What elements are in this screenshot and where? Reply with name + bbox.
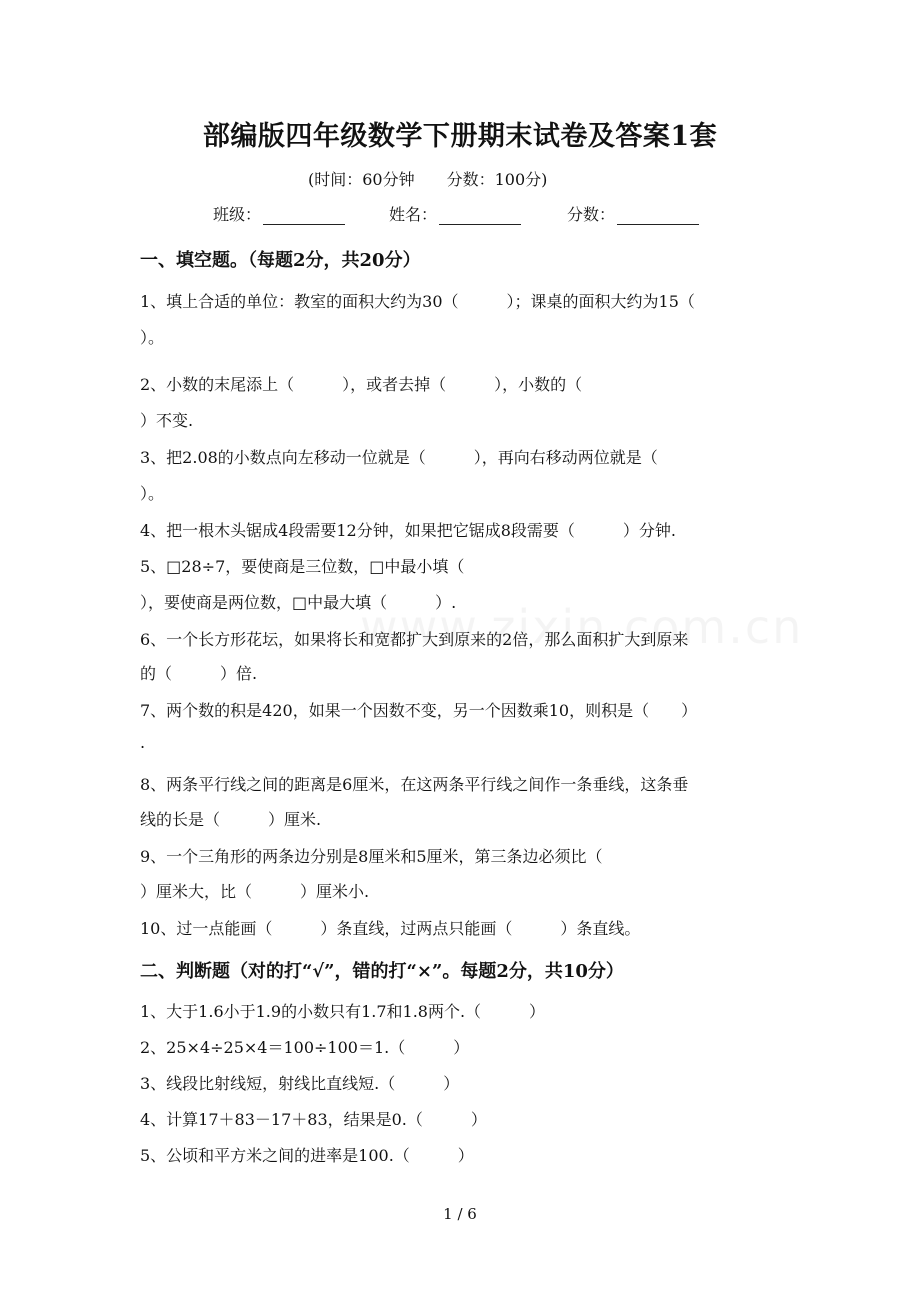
question-line: ），要使商是两位数，□中最大填（ ）.	[140, 593, 457, 612]
question-line: 2、25×4÷25×4＝100÷100＝1.（ ）	[140, 1038, 470, 1057]
question-line: 2、小数的末尾添上（ ），或者去掉（ ），小数的（	[140, 375, 583, 394]
question-line: ）。	[140, 484, 165, 503]
question-line: 9、一个三角形的两条边分别是8厘米和5厘米，第三条边必须比（	[140, 847, 603, 866]
name-label: 姓名：	[389, 205, 438, 224]
question-line: 7、两个数的积是420，如果一个因数不变，另一个因数乘10，则积是（ ）	[140, 701, 698, 720]
class-field	[213, 202, 345, 225]
question-line: 4、把一根木头锯成4段需要12分钟，如果把它锯成8段需要（ ）分钟.	[140, 521, 676, 540]
question-line: 5、公顷和平方米之间的进率是100.（ ）	[140, 1146, 474, 1165]
question-line: 1、填上合适的单位：教室的面积大约为30（ ）；课桌的面积大约为15（	[140, 292, 695, 311]
name-blank	[439, 208, 521, 225]
section2-heading: 二、判断题（对的打“√”，错的打“×”。每题2分，共10分）	[140, 961, 624, 982]
question-line: 的（ ）倍.	[140, 664, 258, 683]
question-line: 8、两条平行线之间的距离是6厘米，在这两条平行线之间作一条垂线，这条垂	[140, 775, 689, 794]
class-label: 班级：	[213, 205, 262, 224]
score-blank	[617, 208, 699, 225]
page-title: 部编版四年级数学下册期末试卷及答案1套	[202, 121, 718, 152]
question-line: ）不变.	[140, 411, 194, 430]
name-field	[389, 202, 521, 225]
question-line: 线的长是（ ）厘米.	[140, 810, 322, 829]
score-field	[567, 202, 699, 225]
question-line: 10、过一点能画（ ）条直线，过两点只能画（ ）条直线。	[140, 919, 641, 938]
question-line: 1、大于1.6小于1.9的小数只有1.7和1.8两个.（ ）	[140, 1002, 546, 1021]
question-line: 3、把2.08的小数点向左移动一位就是（ ），再向右移动两位就是（	[140, 448, 658, 467]
question-line: ）。	[140, 328, 165, 347]
exam-time-score: (时间：60分钟 分数：100分)	[308, 170, 548, 189]
question-line: 6、一个长方形花坛，如果将长和宽都扩大到原来的2倍，那么面积扩大到原来	[140, 630, 689, 649]
class-blank	[263, 208, 345, 225]
question-line: 5、□28÷7，要使商是三位数，□中最小填（	[140, 557, 465, 576]
question-line: .	[140, 733, 146, 752]
question-line: 4、计算17＋83－17＋83，结果是0.（ ）	[140, 1110, 487, 1129]
score-label: 分数：	[567, 205, 616, 224]
question-line: ）厘米大，比（ ）厘米小.	[140, 882, 370, 901]
page-number: 1 / 6	[443, 1205, 477, 1223]
question-line: 3、线段比射线短，射线比直线短.（ ）	[140, 1074, 460, 1093]
section1-heading: 一、填空题。（每题2分，共20分）	[140, 250, 421, 271]
